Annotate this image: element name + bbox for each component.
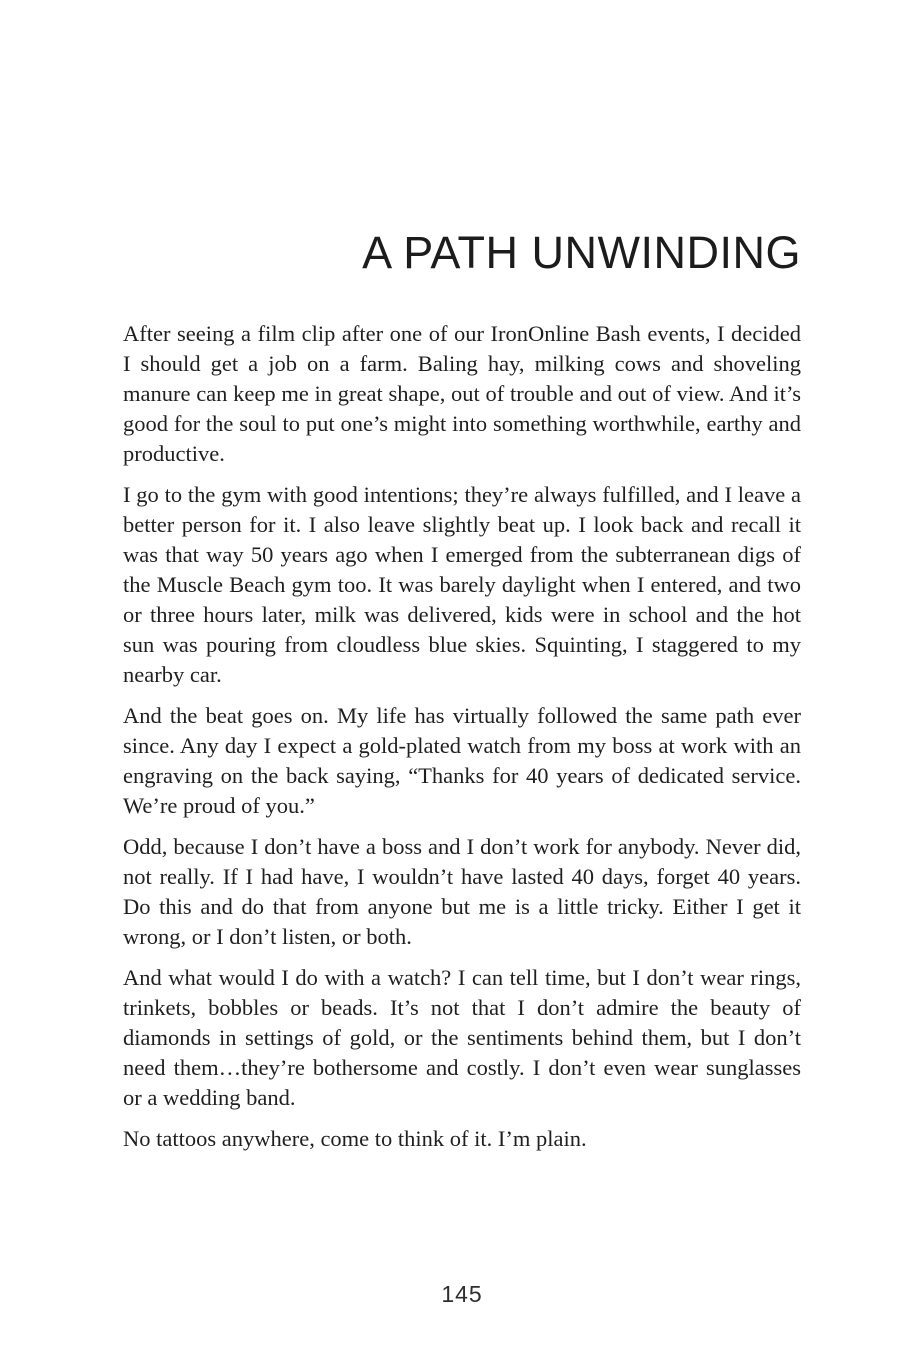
body-text [123, 319, 801, 1154]
paragraph: After seeing a film clip after one of our IronOnline Bash events, I decided I should get a job on a farm. Baling hay, milking cows and shoveling manure can keep me in great shape, out of trouble and out of view. And it’s good for the soul to put one’s might into something worthwhile, earthy and productive. [123, 321, 801, 467]
paragraph: And what would I do with a watch? I can tell time, but I don’t wear rings, trinkets, bobbles or beads. It’s not that I don’t admire the beauty of diamonds in settings of gold, or the sentiments behind them, but I don’t need them…they’re bothersome and costly. I don’t even wear sunglasses or a wedding band. [123, 965, 801, 1111]
paragraph: Odd, because I don’t have a boss and I don’t work for anybody. Never did, not really. If I had have, I wouldn’t have lasted 40 days, forget 40 years. Do this and do that from anyone but me is a little tricky. Either I get it wrong, or I don’t listen, or both. [123, 834, 801, 950]
paragraph: No tattoos anywhere, come to think of it. I’m plain. [123, 1126, 587, 1152]
paragraph: I go to the gym with good intentions; they’re always fulfilled, and I leave a better person for it. I also leave slightly beat up. I look back and recall it was that way 50 years ago when I emerged from the subterranean digs of the Muscle Beach gym too. It was barely daylight when I entered, and two or three hours later, milk was delivered, kids were in school and the hot sun was pouring from cloudless blue skies. Squinting, I staggered to my nearby car. [123, 482, 801, 688]
text-column [123, 0, 801, 1165]
chapter-title: A PATH UNWINDING [362, 227, 801, 278]
page-number: 145 [441, 1281, 483, 1307]
paragraph: And the beat goes on. My life has virtually followed the same path ever since. Any day I expect a gold-plated watch from my boss at work with an engraving on the back saying, “Thanks for 40 years of dedicated service. We’re proud of you.” [123, 703, 801, 819]
